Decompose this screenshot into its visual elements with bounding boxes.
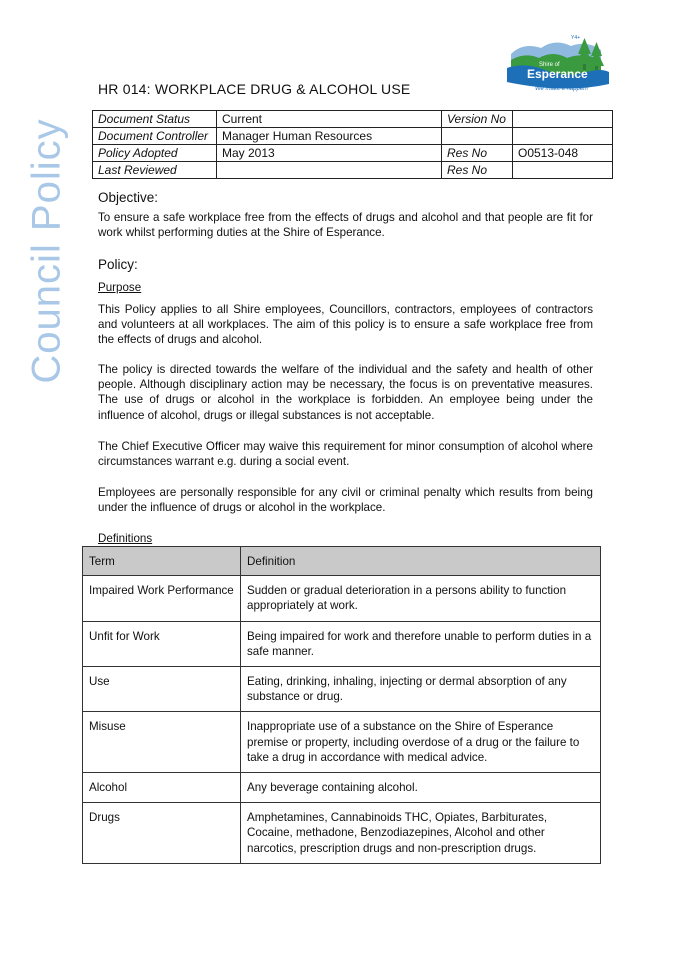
policy-paragraph: This Policy applies to all Shire employees, Councillors, contractors, employees of contractors and volunteers at all workplaces. The aim of this policy is to ensure a safe workplace free from the effects of drugs and alcohol.	[98, 303, 593, 347]
table-row	[83, 773, 601, 803]
side-title-text: Council Policy	[24, 118, 69, 384]
document-info-table	[92, 110, 613, 179]
res-no-value	[513, 162, 613, 179]
version-no-label: Version No	[442, 111, 513, 128]
policy-paragraph: Employees are personally responsible for any civil or criminal penalty which results from being under the influence of drugs or alcohol in the workplace.	[98, 486, 593, 515]
definition-cell: Amphetamines, Cannabinoids THC, Opiates, Barbiturates, Cocaine, methadone, Benzodiazepines, Alcohol and other narcotics, prescription drugs and non-prescription drugs.	[241, 803, 601, 864]
definition-cell: Eating, drinking, inhaling, injecting or dermal absorption of any substance or drug.	[241, 667, 601, 712]
logo-mark: Y4+	[571, 35, 581, 41]
term-cell: Impaired Work Performance	[83, 576, 241, 621]
table-row	[83, 803, 601, 864]
table-row	[83, 621, 601, 666]
term-cell: Unfit for Work	[83, 621, 241, 666]
table-row	[83, 667, 601, 712]
term-cell: Alcohol	[83, 773, 241, 803]
purpose-heading: Purpose	[98, 281, 142, 294]
table-header-row	[83, 547, 601, 576]
logo-top-text: Shire of	[539, 62, 560, 68]
table-row	[93, 145, 613, 162]
term-cell: Drugs	[83, 803, 241, 864]
definitions-table	[82, 546, 601, 864]
policy-adopted-value: May 2013	[217, 145, 442, 162]
meta-cell	[442, 128, 513, 145]
table-row	[83, 576, 601, 621]
logo-name: Esperance	[527, 67, 588, 81]
definition-column-header: Definition	[241, 547, 601, 576]
document-controller-label: Document Controller	[93, 128, 217, 145]
policy-paragraph: The policy is directed towards the welfare of the individual and the safety and health of other people. Although disciplinary action may be necessary, the focus is on preventative measures. The use of drugs or alcohol in the workplace is forbidden. An employee being under the influence of alcohol, drugs or illegal substances is not acceptable.	[98, 363, 593, 422]
policy-adopted-label: Policy Adopted	[93, 145, 217, 162]
term-cell: Use	[83, 667, 241, 712]
side-title	[22, 120, 72, 382]
definition-cell: Inappropriate use of a substance on the Shire of Esperance premise or property, including overdose of a drug or the failure to take a drug in accordance with medical advice.	[241, 712, 601, 773]
logo-tagline: We make it happen!	[535, 86, 589, 92]
definition-cell: Being impaired for work and therefore unable to perform duties in a safe manner.	[241, 621, 601, 666]
objective-text: To ensure a safe workplace free from the effects of drugs and alcohol and that people are fit for work whilst performing duties at the Shire of Esperance.	[98, 211, 593, 240]
document-status-label: Document Status	[93, 111, 217, 128]
res-no-value: O0513-048	[513, 145, 613, 162]
definition-cell: Any beverage containing alcohol.	[241, 773, 601, 803]
table-row	[93, 162, 613, 179]
table-row	[93, 111, 613, 128]
document-title: HR 014: WORKPLACE DRUG & ALCOHOL USE	[98, 81, 411, 97]
res-no-label: Res No	[442, 145, 513, 162]
version-no-value	[513, 111, 613, 128]
term-cell: Misuse	[83, 712, 241, 773]
document-status-value: Current	[217, 111, 442, 128]
document-controller-value: Manager Human Resources	[217, 128, 442, 145]
table-row	[93, 128, 613, 145]
term-column-header: Term	[83, 547, 241, 576]
policy-heading: Policy:	[98, 257, 138, 272]
last-reviewed-value	[217, 162, 442, 179]
objective-heading: Objective:	[98, 190, 159, 205]
res-no-label: Res No	[442, 162, 513, 179]
definition-cell: Sudden or gradual deterioration in a persons ability to function appropriately at work.	[241, 576, 601, 621]
last-reviewed-label: Last Reviewed	[93, 162, 217, 179]
policy-paragraph: The Chief Executive Officer may waive this requirement for minor consumption of alcohol where circumstances warrant e.g. during a social event.	[98, 440, 593, 469]
table-row	[83, 712, 601, 773]
definitions-heading: Definitions	[98, 532, 153, 545]
meta-cell	[513, 128, 613, 145]
shire-of-esperance-logo	[505, 32, 617, 96]
